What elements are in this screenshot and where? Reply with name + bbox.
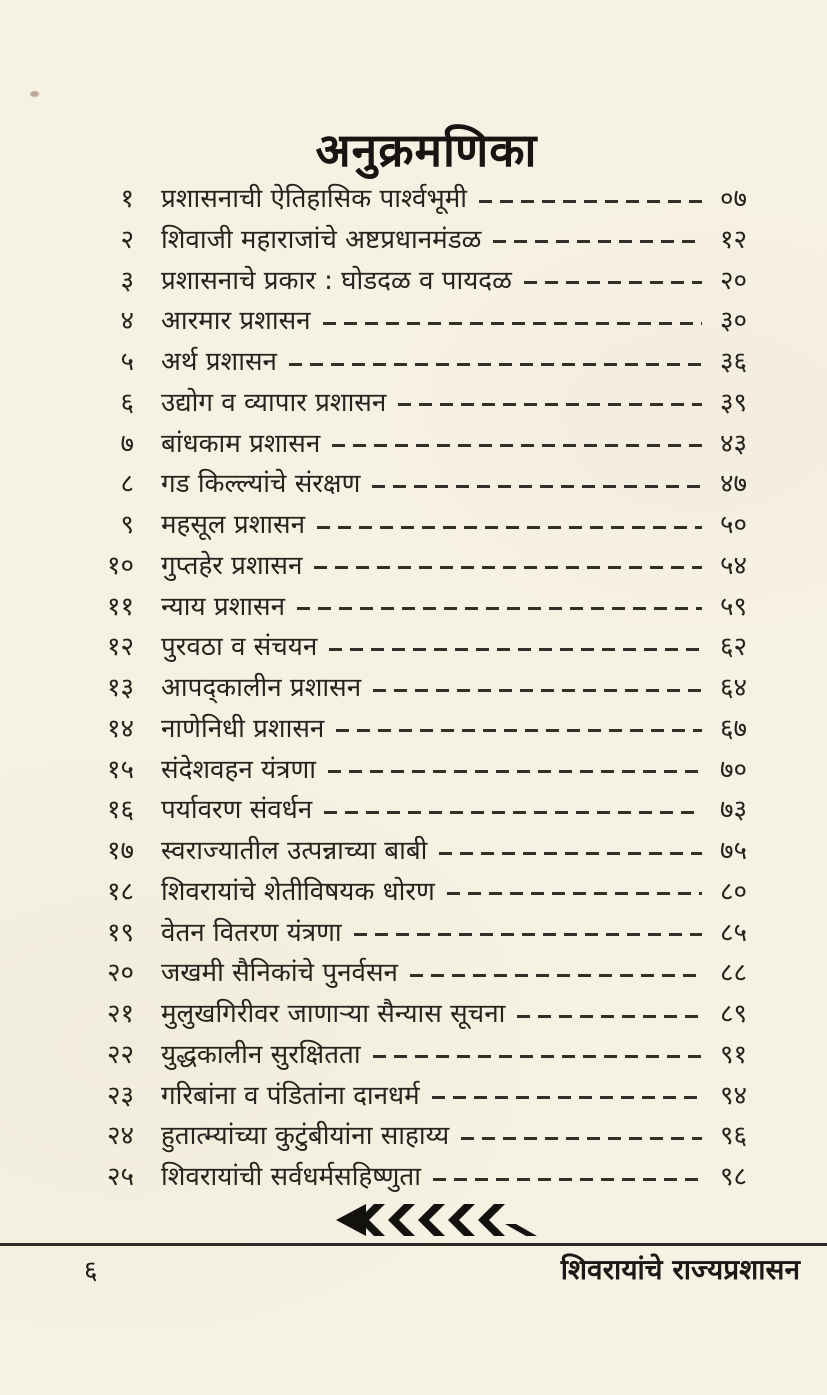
chapter-page-number: ३६	[719, 347, 747, 377]
dashed-leader	[332, 444, 702, 447]
dashed-leader	[317, 526, 702, 529]
chapter-page-number: ३९	[719, 387, 747, 418]
chapter-page-number: ८९	[719, 999, 747, 1029]
toc-row	[88, 349, 747, 375]
chapter-title: अर्थ प्रशासन	[161, 347, 277, 377]
chapter-title: आरमार प्रशासन	[161, 306, 311, 337]
chapter-number: १९	[106, 917, 134, 948]
chapter-title: गुप्तहेर प्रशासन	[161, 550, 303, 581]
chapter-page-number: ९१	[719, 1039, 747, 1070]
chapter-title: संदेशवहन यंत्रणा	[161, 754, 316, 785]
chapter-page-number: ७५	[719, 836, 747, 866]
toc-row	[88, 224, 747, 255]
page-footer	[84, 1250, 800, 1288]
chapter-number: १२	[106, 632, 134, 663]
chapter-number: ५	[120, 347, 134, 377]
chapter-number: २३	[106, 1080, 134, 1111]
dashed-leader	[517, 1015, 702, 1018]
toc-row	[88, 1039, 747, 1070]
chapter-title: मुलुखगिरीवर जाणाऱ्या सैन्यास सूचना	[161, 999, 506, 1029]
toc-row	[88, 795, 747, 826]
chapter-page-number: ४७	[719, 469, 747, 500]
chapter-number: १६	[106, 795, 134, 826]
chapter-title: जखमी सैनिकांचे पुनर्वसन	[161, 958, 398, 989]
toc-row	[88, 713, 747, 744]
table-of-contents	[88, 186, 747, 1190]
dashed-leader	[433, 1178, 702, 1181]
dashed-leader	[324, 811, 702, 814]
folio-page-number: ६	[84, 1256, 98, 1286]
chapter-title: पुरवठा व संचयन	[161, 632, 318, 663]
chapter-title: उद्योग व व्यापार प्रशासन	[161, 387, 387, 418]
chapter-page-number: ७०	[719, 754, 747, 785]
toc-row	[88, 1001, 747, 1027]
chapter-page-number: ६४	[719, 673, 747, 703]
dashed-leader	[323, 322, 702, 325]
chapter-number: १८	[106, 876, 134, 907]
chapter-number: ७	[120, 428, 134, 459]
dashed-leader	[493, 240, 702, 243]
chapter-page-number: ५०	[719, 510, 747, 540]
chapter-number: ९	[120, 510, 134, 540]
book-title: शिवरायांचे राज्यप्रशासन	[560, 1253, 800, 1286]
dashed-leader	[373, 1055, 702, 1058]
chapter-title: स्वराज्यातील उत्पन्नाच्या बाबी	[161, 836, 428, 866]
chapter-title: प्रशासनाचे प्रकार : घोडदळ व पायदळ	[161, 265, 512, 296]
chapter-title: बांधकाम प्रशासन	[161, 428, 321, 459]
chapter-title: प्रशासनाची ऐतिहासिक पार्श्वभूमी	[161, 184, 468, 214]
toc-row	[88, 1164, 747, 1190]
chapter-number: १०	[106, 550, 134, 581]
toc-row	[88, 306, 747, 337]
toc-row	[88, 1121, 747, 1152]
chapter-number: ६	[120, 387, 134, 418]
chapter-title: हुतात्म्यांच्या कुटुंबीयांना साहाय्य	[161, 1121, 450, 1152]
chapter-page-number: ९८	[719, 1162, 747, 1192]
chapter-number: ३	[120, 265, 134, 296]
dashed-leader	[329, 648, 702, 651]
chapter-page-number: १२	[719, 224, 747, 255]
chapter-number: १४	[106, 713, 134, 744]
dashed-leader	[410, 974, 702, 977]
dashed-leader	[289, 363, 702, 366]
chapter-title: गड किल्ल्यांचे संरक्षण	[161, 469, 361, 500]
chapter-title: शिवरायांचे शेतीविषयक धोरण	[161, 876, 435, 907]
chapter-title: वेतन वितरण यंत्रणा	[161, 917, 342, 948]
chapter-title: आपद्कालीन प्रशासन	[161, 673, 362, 703]
chapter-title: गरिबांना व पंडितांना दानधर्म	[161, 1080, 420, 1111]
chapter-number: १	[120, 184, 134, 214]
toc-row	[88, 838, 747, 864]
toc-row	[88, 469, 747, 500]
chapter-page-number: ९६	[719, 1121, 747, 1152]
chapter-page-number: ८८	[719, 958, 747, 989]
chapter-title: युद्धकालीन सुरक्षितता	[161, 1039, 361, 1070]
toc-row	[88, 632, 747, 663]
chapter-page-number: ५४	[719, 550, 747, 581]
dashed-leader	[461, 1137, 702, 1140]
toc-row	[88, 512, 747, 538]
chevron-divider-ornament	[336, 1201, 546, 1239]
dashed-leader	[398, 403, 702, 406]
chapter-title: न्याय प्रशासन	[161, 591, 286, 622]
toc-row	[88, 917, 747, 948]
chapter-page-number: ०७	[719, 184, 747, 214]
toc-row	[88, 591, 747, 622]
chapter-page-number: ८५	[719, 917, 747, 948]
footer-rule	[0, 1243, 827, 1246]
chapter-page-number: २०	[719, 265, 747, 296]
chapter-title: नाणेनिधी प्रशासन	[161, 713, 325, 744]
chapter-number: ११	[106, 591, 134, 622]
chapter-page-number: ७३	[719, 795, 747, 826]
dashed-leader	[297, 607, 702, 610]
chapter-number: १७	[106, 836, 134, 866]
chapter-title: शिवरायांची सर्वधर्मसहिष्णुता	[161, 1162, 421, 1192]
dashed-leader	[524, 281, 702, 284]
toc-row	[88, 958, 747, 989]
dashed-leader	[373, 689, 702, 692]
dashed-leader	[372, 485, 702, 488]
toc-row	[88, 550, 747, 581]
chapter-title: महसूल प्रशासन	[161, 510, 306, 540]
chapter-page-number: ६७	[719, 713, 747, 744]
toc-row	[88, 1080, 747, 1111]
toc-row	[88, 387, 747, 418]
dashed-leader	[439, 852, 702, 855]
chapter-number: २	[120, 224, 134, 255]
dashed-leader	[432, 1096, 702, 1099]
chapter-number: २०	[106, 958, 134, 989]
dashed-leader	[336, 729, 702, 732]
dashed-leader	[447, 892, 702, 895]
chapter-number: २४	[106, 1121, 134, 1152]
dashed-leader	[314, 566, 702, 569]
chapter-number: ४	[120, 306, 134, 337]
dashed-leader	[328, 770, 702, 773]
dashed-leader	[479, 200, 702, 203]
paper-speck	[30, 91, 39, 97]
chapter-page-number: ९४	[719, 1080, 747, 1111]
toc-row	[88, 876, 747, 907]
chapter-page-number: ४३	[719, 428, 747, 459]
chapter-number: १५	[106, 754, 134, 785]
chapter-title: शिवाजी महाराजांचे अष्टप्रधानमंडळ	[161, 224, 482, 255]
chapter-page-number: ६२	[719, 632, 747, 663]
chapter-number: २५	[106, 1162, 134, 1192]
chapter-number: ८	[120, 469, 134, 500]
dashed-leader	[354, 933, 702, 936]
chapter-number: १३	[106, 673, 134, 703]
toc-row	[88, 186, 747, 212]
chapter-page-number: ५९	[719, 591, 747, 622]
toc-row	[88, 754, 747, 785]
chapter-page-number: ३०	[719, 306, 747, 337]
toc-row	[88, 675, 747, 701]
chapter-number: २१	[106, 999, 134, 1029]
toc-row	[88, 265, 747, 296]
chapter-page-number: ८०	[719, 876, 747, 907]
page-title: अनुक्रमणिका	[315, 123, 538, 177]
toc-row	[88, 428, 747, 459]
chapter-title: पर्यावरण संवर्धन	[161, 795, 313, 826]
chapter-number: २२	[106, 1039, 134, 1070]
